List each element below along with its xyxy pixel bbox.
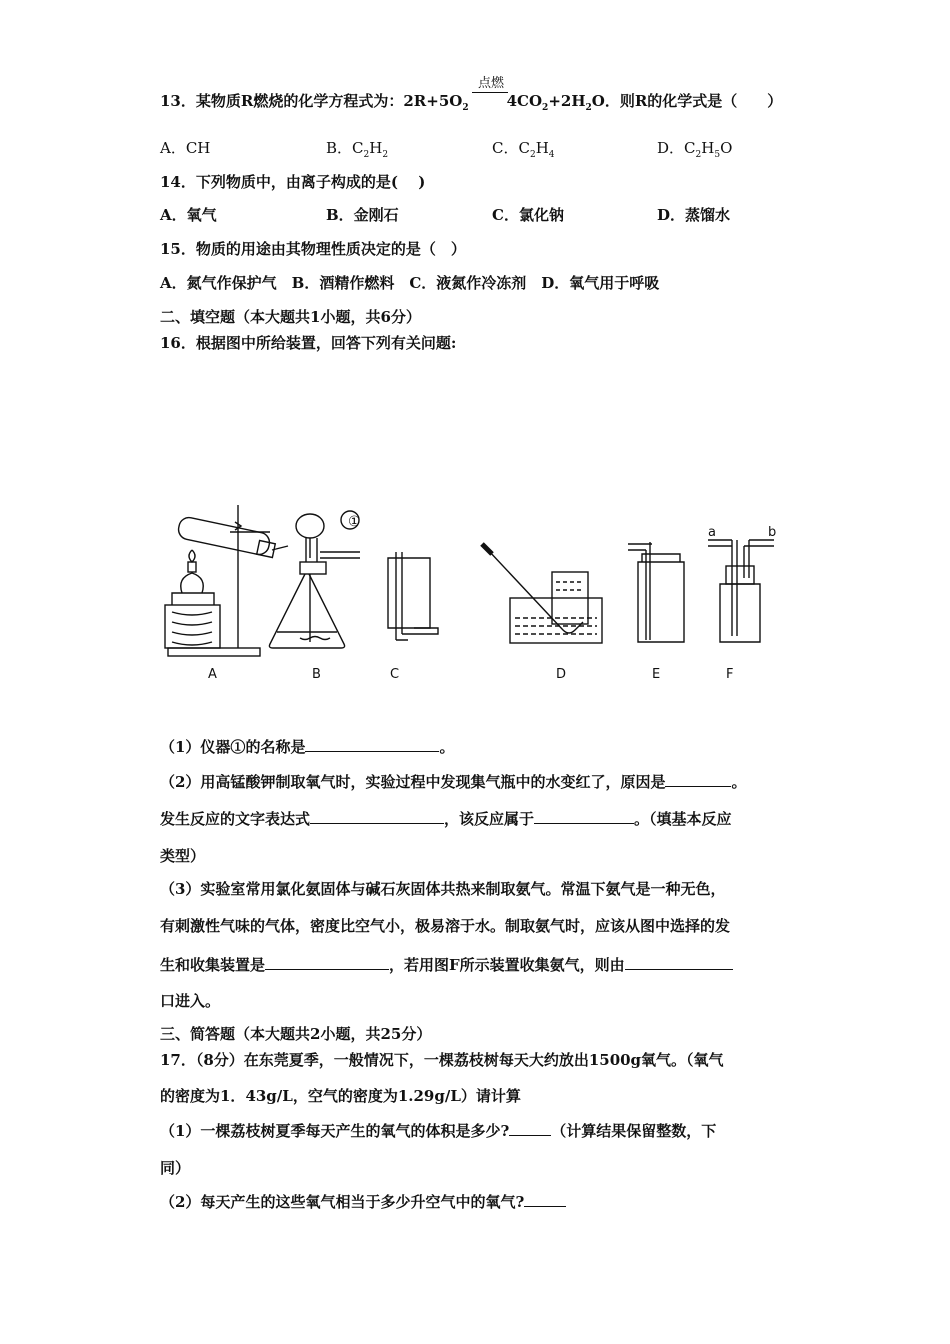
port-a-label: a <box>708 525 716 540</box>
q16-part-2b: 发生反应的文字表达式 ，该反应属于 。（填基本反应 <box>160 810 732 828</box>
q13-option-d: D．$C_2H_5O$ <box>657 139 733 160</box>
q14-option-c: C．氯化钠 <box>492 206 564 224</box>
q16-part-3d: 口进入。 <box>160 992 221 1010</box>
fig-label-f: F <box>726 667 734 682</box>
reaction-condition: 点燃 <box>478 76 505 91</box>
q17-line-5: （2）每天产生的这些氧气相当于多少升空气中的氧气? <box>160 1191 566 1212</box>
q16-stem: 16．根据图中所给装置，回答下列有关问题: <box>160 334 457 352</box>
q15-stem: 15．物质的用途由其物理性质决定的是（ ） <box>160 240 466 258</box>
answer-blank[interactable] <box>265 955 389 970</box>
answer-blank[interactable] <box>524 1192 566 1207</box>
q13-product-2: +2H <box>548 92 586 110</box>
q15-options: A．氮气作保护气 B．酒精作燃料 C．液氮作冷冻剂 D．氧气用于呼吸 <box>160 274 660 292</box>
apparatus-c <box>388 552 438 640</box>
apparatus-b <box>269 511 360 648</box>
q13-stem <box>160 90 782 113</box>
q17-line-3: （1）一棵荔枝树夏季每天产生的氧气的体积是多少? （计算结果保留整数，下 <box>160 1122 717 1140</box>
q17-line-4: 同） <box>160 1159 191 1177</box>
fig-label-c: C <box>390 667 400 682</box>
q13-stem-text: 13．某物质R燃烧的化学方程式为：2R+5O <box>160 92 463 110</box>
q16-part-2a: （2）用高锰酸钾制取氧气时，实验过程中发现集气瓶中的水变红了，原因是 。 <box>160 773 747 791</box>
subscript: 2 <box>542 103 549 113</box>
q16-part-2c: 类型） <box>160 847 206 865</box>
port-b-label: b <box>768 525 777 540</box>
fig-label-b: B <box>312 667 321 682</box>
answer-blank[interactable] <box>625 955 733 970</box>
answer-blank[interactable] <box>534 809 634 824</box>
answer-blank[interactable] <box>509 1121 551 1136</box>
q13-option-c: C．$C_2H_4$ <box>492 139 555 160</box>
q14-option-b: B．金刚石 <box>326 206 399 224</box>
apparatus-figure <box>160 500 800 690</box>
q16-part-1: （1）仪器①的名称是 。 <box>160 738 455 756</box>
q13-stem-end: O．则R的化学式是（ ） <box>591 92 783 110</box>
fig-label-d: D <box>556 667 567 682</box>
q14-option-a: A．氧气 <box>160 206 217 224</box>
answer-blank[interactable] <box>665 772 731 787</box>
apparatus-f <box>708 540 774 642</box>
apparatus-a <box>165 505 288 656</box>
q13-option-b: B．$C_2H_2$ <box>326 139 389 160</box>
fig-label-e: E <box>652 667 661 682</box>
section-3-heading: 三、简答题（本大题共2小题，共25分） <box>160 1025 432 1043</box>
q14-stem: 14．下列物质中，由离子构成的是( ) <box>160 173 426 191</box>
subscript: 2 <box>462 103 469 113</box>
q16-part-3b: 有刺激性气味的气体，密度比空气小，极易溶于水。制取氨气时，应该从图中选择的发 <box>160 917 731 935</box>
q17-line-2: 的密度为1．43g/L，空气的密度为1.29g/L）请计算 <box>160 1087 521 1105</box>
section-2-heading: 二、填空题（本大题共1小题，共6分） <box>160 308 421 326</box>
apparatus-e <box>628 542 684 642</box>
q14-option-d: D．蒸馏水 <box>657 206 731 224</box>
q16-part-3a: （3）实验室常用氯化氨固体与碱石灰固体共热来制取氨气。常温下氨气是一种无色， <box>160 880 726 898</box>
apparatus-d <box>482 544 602 643</box>
q17-line-1: 17．（8分）在东莞夏季，一般情况下，一棵荔枝树每天大约放出1500g氧气。（氧气 <box>160 1051 724 1069</box>
q16-part-3c: 生和收集装置是 ，若用图F所示装置收集氨气，则由 <box>160 954 733 975</box>
q13-product-1: 4CO <box>506 92 543 110</box>
fig-label-a: A <box>208 667 217 682</box>
circle-label-1: ① <box>348 514 361 530</box>
q13-option-a: A．CH <box>160 139 211 157</box>
answer-blank[interactable] <box>310 809 444 824</box>
subscript: 2 <box>585 103 592 113</box>
answer-blank[interactable] <box>305 737 439 752</box>
